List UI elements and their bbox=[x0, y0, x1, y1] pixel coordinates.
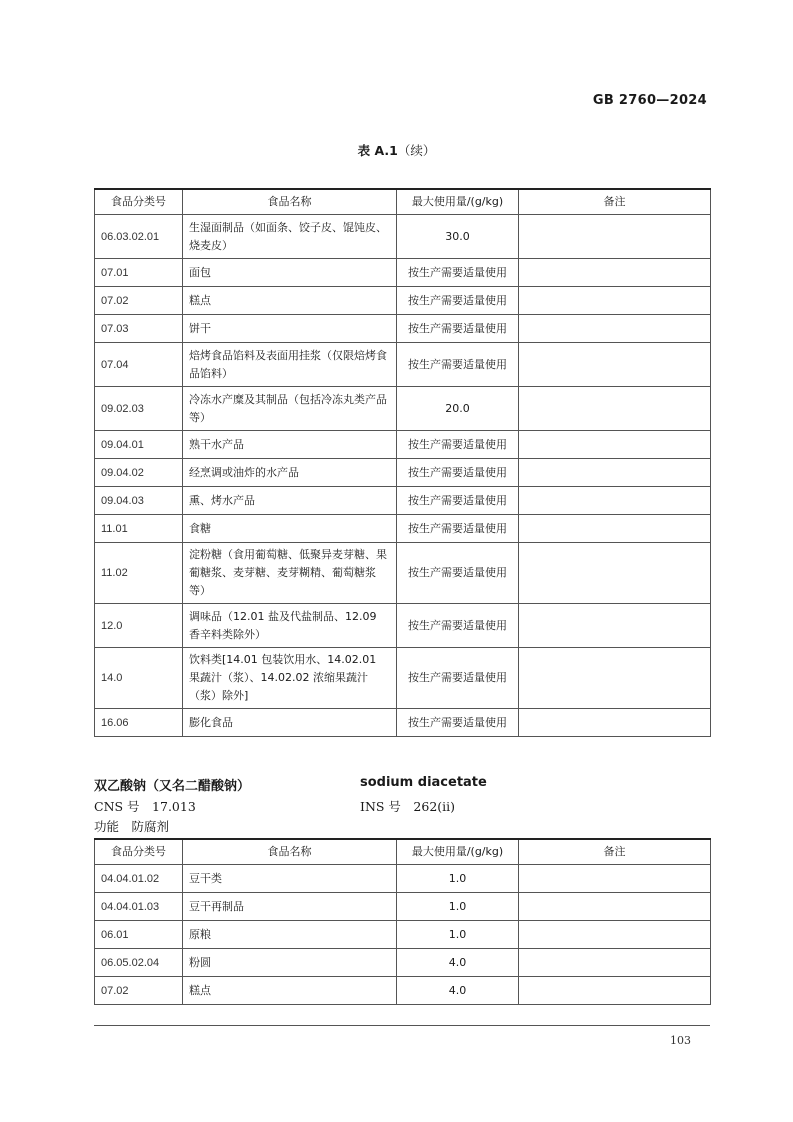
table-row bbox=[95, 604, 711, 648]
table-row bbox=[95, 893, 711, 921]
cell-max-usage: 1.0 bbox=[397, 865, 519, 893]
cell-food-code: 07.04 bbox=[95, 343, 183, 387]
table-row bbox=[95, 977, 711, 1005]
cell-note bbox=[519, 387, 711, 431]
column-header-code: 食品分类号 bbox=[95, 839, 183, 865]
cell-food-code: 09.04.03 bbox=[95, 487, 183, 515]
table-row bbox=[95, 315, 711, 343]
cell-food-code: 11.02 bbox=[95, 543, 183, 604]
cell-food-name: 糕点 bbox=[183, 287, 397, 315]
cell-max-usage: 30.0 bbox=[397, 215, 519, 259]
cell-max-usage: 4.0 bbox=[397, 949, 519, 977]
cell-note bbox=[519, 315, 711, 343]
cell-note bbox=[519, 287, 711, 315]
cell-food-code: 06.01 bbox=[95, 921, 183, 949]
column-header-max: 最大使用量/(g/kg) bbox=[397, 839, 519, 865]
cell-max-usage: 按生产需要适量使用 bbox=[397, 287, 519, 315]
cell-food-name: 冷冻水产糜及其制品（包括冷冻丸类产品等） bbox=[183, 387, 397, 431]
table-row bbox=[95, 459, 711, 487]
cell-note bbox=[519, 949, 711, 977]
cell-note bbox=[519, 865, 711, 893]
column-header-name: 食品名称 bbox=[183, 839, 397, 865]
cell-note bbox=[519, 259, 711, 287]
cell-food-code: 06.03.02.01 bbox=[95, 215, 183, 259]
additive-function: 功能 防腐剂 bbox=[94, 819, 170, 834]
cell-max-usage: 4.0 bbox=[397, 977, 519, 1005]
cell-food-code: 06.05.02.04 bbox=[95, 949, 183, 977]
cell-food-code: 09.02.03 bbox=[95, 387, 183, 431]
cell-max-usage: 1.0 bbox=[397, 921, 519, 949]
cell-food-name: 原粮 bbox=[183, 921, 397, 949]
cell-food-code: 09.04.02 bbox=[95, 459, 183, 487]
table-row bbox=[95, 215, 711, 259]
footer-divider bbox=[94, 1025, 710, 1026]
cell-max-usage: 按生产需要适量使用 bbox=[397, 431, 519, 459]
ins-number: INS 号 262(ii) bbox=[360, 799, 456, 814]
cell-food-name: 糕点 bbox=[183, 977, 397, 1005]
table-row bbox=[95, 287, 711, 315]
table-row bbox=[95, 487, 711, 515]
cns-number: CNS 号 17.013 bbox=[94, 799, 196, 814]
cell-note bbox=[519, 543, 711, 604]
cell-note bbox=[519, 487, 711, 515]
cell-food-code: 16.06 bbox=[95, 709, 183, 737]
table-header-row bbox=[95, 189, 711, 215]
cell-note bbox=[519, 604, 711, 648]
page-number: 103 bbox=[670, 1034, 691, 1047]
cell-food-name: 食糖 bbox=[183, 515, 397, 543]
cell-food-name: 生湿面制品（如面条、饺子皮、馄饨皮、烧麦皮） bbox=[183, 215, 397, 259]
cell-max-usage: 按生产需要适量使用 bbox=[397, 515, 519, 543]
cell-note bbox=[519, 648, 711, 709]
cell-food-name: 膨化食品 bbox=[183, 709, 397, 737]
cell-note bbox=[519, 515, 711, 543]
table-caption-suffix: （续） bbox=[397, 143, 436, 158]
table-row bbox=[95, 865, 711, 893]
cell-note bbox=[519, 215, 711, 259]
table-row bbox=[95, 543, 711, 604]
additive-usage-table-2 bbox=[94, 838, 711, 1005]
table-header-row bbox=[95, 839, 711, 865]
table-row bbox=[95, 431, 711, 459]
cell-note bbox=[519, 893, 711, 921]
cell-food-code: 09.04.01 bbox=[95, 431, 183, 459]
table-row bbox=[95, 259, 711, 287]
cell-max-usage: 按生产需要适量使用 bbox=[397, 648, 519, 709]
table-row bbox=[95, 343, 711, 387]
cell-food-code: 12.0 bbox=[95, 604, 183, 648]
cell-food-name: 调味品（12.01 盐及代盐制品、12.09 香辛料类除外） bbox=[183, 604, 397, 648]
column-header-name: 食品名称 bbox=[183, 189, 397, 215]
additive-name-en: sodium diacetate bbox=[360, 775, 487, 790]
cell-food-name: 粉圆 bbox=[183, 949, 397, 977]
cell-food-name: 豆干再制品 bbox=[183, 893, 397, 921]
column-header-note: 备注 bbox=[519, 839, 711, 865]
cell-max-usage: 按生产需要适量使用 bbox=[397, 543, 519, 604]
cell-food-name: 熟干水产品 bbox=[183, 431, 397, 459]
column-header-note: 备注 bbox=[519, 189, 711, 215]
cell-note bbox=[519, 431, 711, 459]
cell-note bbox=[519, 709, 711, 737]
cell-food-name: 饮料类[14.01 包装饮用水、14.02.01 果蔬汁（浆）、14.02.02 浓缩果蔬汁（浆）除外] bbox=[183, 648, 397, 709]
standard-code: GB 2760—2024 bbox=[592, 93, 707, 108]
table-row bbox=[95, 709, 711, 737]
cell-food-name: 焙烤食品馅料及表面用挂浆（仅限焙烤食品馅料） bbox=[183, 343, 397, 387]
cell-food-name: 饼干 bbox=[183, 315, 397, 343]
cell-food-code: 04.04.01.02 bbox=[95, 865, 183, 893]
table-row bbox=[95, 387, 711, 431]
cell-max-usage: 1.0 bbox=[397, 893, 519, 921]
column-header-code: 食品分类号 bbox=[95, 189, 183, 215]
additive-usage-table-1 bbox=[94, 188, 711, 737]
table-caption bbox=[0, 141, 793, 159]
table-row bbox=[95, 921, 711, 949]
cell-max-usage: 按生产需要适量使用 bbox=[397, 459, 519, 487]
cell-food-code: 07.01 bbox=[95, 259, 183, 287]
table-row bbox=[95, 648, 711, 709]
cell-food-name: 面包 bbox=[183, 259, 397, 287]
cell-food-code: 14.0 bbox=[95, 648, 183, 709]
cell-max-usage: 按生产需要适量使用 bbox=[397, 487, 519, 515]
cell-note bbox=[519, 921, 711, 949]
cell-food-name: 熏、烤水产品 bbox=[183, 487, 397, 515]
cell-max-usage: 按生产需要适量使用 bbox=[397, 343, 519, 387]
cell-food-name: 经烹调或油炸的水产品 bbox=[183, 459, 397, 487]
cell-food-name: 淀粉糖（食用葡萄糖、低聚异麦芽糖、果葡糖浆、麦芽糖、麦芽糊精、葡萄糖浆等） bbox=[183, 543, 397, 604]
cell-max-usage: 按生产需要适量使用 bbox=[397, 315, 519, 343]
cell-max-usage: 按生产需要适量使用 bbox=[397, 604, 519, 648]
cell-note bbox=[519, 977, 711, 1005]
table-row bbox=[95, 515, 711, 543]
cell-food-code: 07.02 bbox=[95, 287, 183, 315]
cell-food-code: 11.01 bbox=[95, 515, 183, 543]
cell-food-code: 07.02 bbox=[95, 977, 183, 1005]
cell-max-usage: 按生产需要适量使用 bbox=[397, 709, 519, 737]
cell-food-code: 04.04.01.03 bbox=[95, 893, 183, 921]
cell-max-usage: 按生产需要适量使用 bbox=[397, 259, 519, 287]
table-row bbox=[95, 949, 711, 977]
cell-max-usage: 20.0 bbox=[397, 387, 519, 431]
cell-note bbox=[519, 459, 711, 487]
cell-food-code: 07.03 bbox=[95, 315, 183, 343]
additive-name-cn: 双乙酸钠（又名二醋酸钠） bbox=[94, 779, 251, 794]
column-header-max: 最大使用量/(g/kg) bbox=[397, 189, 519, 215]
table-caption-number: 表 A.1 bbox=[357, 143, 398, 158]
cell-note bbox=[519, 343, 711, 387]
cell-food-name: 豆干类 bbox=[183, 865, 397, 893]
